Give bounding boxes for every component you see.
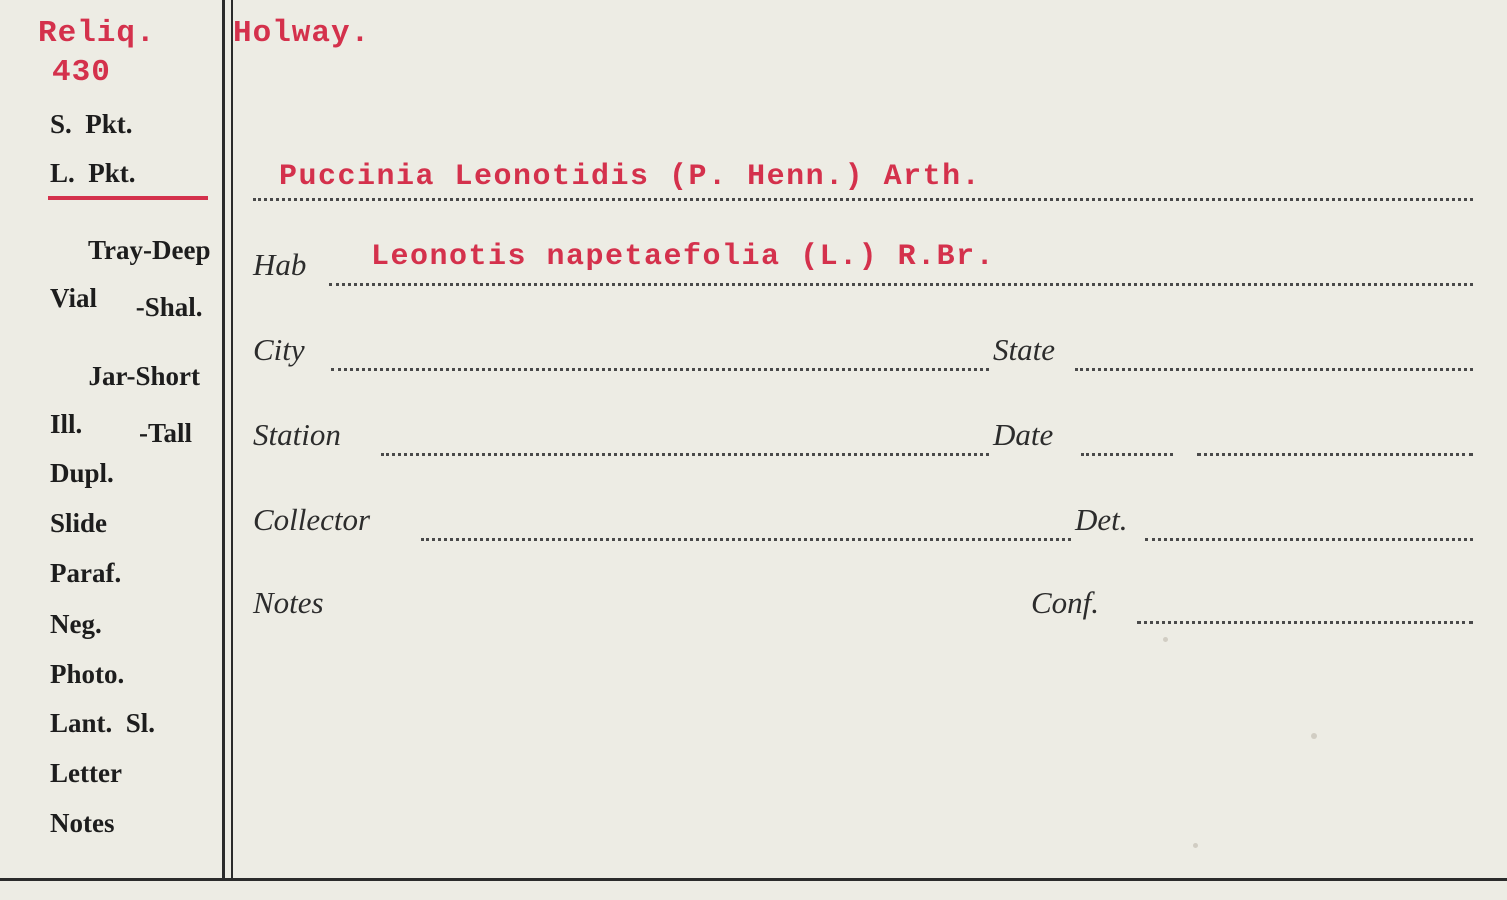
station-label: Station bbox=[253, 417, 341, 452]
index-item-notes[interactable]: Notes bbox=[50, 808, 115, 838]
conf-label: Conf. bbox=[1031, 585, 1100, 620]
row-collector-det bbox=[253, 500, 1493, 546]
underline-mark bbox=[48, 196, 208, 200]
index-item-lant-sl[interactable]: Lant. Sl. bbox=[50, 708, 156, 738]
row-city-state bbox=[253, 330, 1493, 376]
date-dotted-line-b[interactable] bbox=[1197, 453, 1473, 456]
taxon-dotted-line bbox=[253, 198, 1473, 201]
paper-speck bbox=[1193, 843, 1198, 848]
index-item-slide[interactable]: Slide bbox=[50, 508, 108, 538]
hab-dotted-line bbox=[329, 283, 1473, 286]
index-item-paraf[interactable]: Paraf. bbox=[50, 558, 122, 588]
city-dotted-line[interactable] bbox=[331, 368, 989, 371]
form-area bbox=[233, 0, 1507, 880]
notes-label: Notes bbox=[253, 585, 324, 620]
index-item-neg[interactable]: Neg. bbox=[50, 609, 102, 639]
index-item-tray-sub: -Shal. bbox=[135, 292, 203, 323]
reliq-label: Reliq. bbox=[38, 16, 156, 51]
index-item-s-pkt[interactable]: S. Pkt. bbox=[50, 109, 133, 139]
row-station-date bbox=[253, 415, 1493, 461]
paper-speck bbox=[1163, 637, 1168, 642]
index-item-jar-label: Jar-Short bbox=[88, 361, 200, 392]
index-item-letter[interactable]: Letter bbox=[50, 758, 122, 788]
index-item-jar-sub: -Tall bbox=[138, 418, 192, 449]
det-dotted-line[interactable] bbox=[1145, 538, 1473, 541]
index-item-ill[interactable]: Ill. bbox=[50, 409, 83, 439]
date-label: Date bbox=[993, 417, 1054, 452]
collector-label: Collector bbox=[253, 502, 371, 537]
hab-value[interactable]: Leonotis napetaefolia (L.) R.Br. bbox=[371, 240, 996, 274]
city-label: City bbox=[253, 332, 305, 367]
reliq-number: 430 bbox=[52, 55, 111, 90]
row-taxon bbox=[253, 160, 1493, 206]
collection-stamp: Holway. bbox=[233, 16, 371, 51]
row-notes-conf bbox=[253, 583, 1493, 629]
det-label: Det. bbox=[1075, 502, 1128, 537]
collector-dotted-line[interactable] bbox=[421, 538, 1071, 541]
index-item-tray-label: Tray-Deep bbox=[88, 235, 211, 266]
hab-label: Hab bbox=[253, 247, 307, 282]
date-dotted-line-a[interactable] bbox=[1081, 453, 1173, 456]
state-dotted-line[interactable] bbox=[1075, 368, 1473, 371]
conf-dotted-line[interactable] bbox=[1137, 621, 1473, 624]
index-item-photo[interactable]: Photo. bbox=[50, 659, 125, 689]
paper-speck bbox=[1311, 733, 1317, 739]
taxon-value[interactable]: Puccinia Leonotidis (P. Henn.) Arth. bbox=[279, 160, 982, 194]
station-dotted-line[interactable] bbox=[381, 453, 989, 456]
index-item-l-pkt[interactable]: L. Pkt. bbox=[50, 158, 136, 188]
index-item-dupl[interactable]: Dupl. bbox=[50, 458, 114, 488]
state-label: State bbox=[993, 332, 1055, 367]
index-column bbox=[0, 0, 222, 880]
column-divider-outer bbox=[222, 0, 225, 880]
index-item-vial[interactable]: Vial bbox=[50, 283, 97, 313]
row-hab bbox=[253, 240, 1493, 291]
